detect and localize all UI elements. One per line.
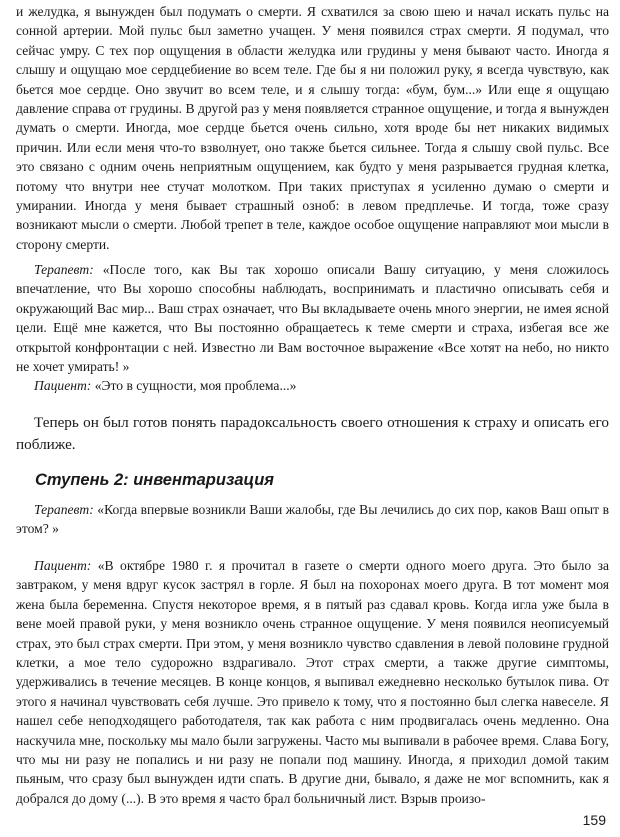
paragraph-patient-reply [16, 376, 609, 395]
paragraph-narration: Теперь он был готов понять парадоксальность своего отношения к страху и описать его поближе. [16, 414, 609, 453]
speaker-therapist-2: Терапевт: [34, 502, 94, 517]
paragraph-patient-story [16, 556, 609, 808]
therapist-reply-text: «После того, как Вы так хорошо описали Вашу ситуацию, у меня сложилось впечатление, что Вы хорошо способны наблюдать, воспринимать и пластично описывать себя и окружающий Вас мир... Ваш страх означает, что Вы вкладываете очень много энергии, не имея ясной цели. Ещё мне кажется, что Вы постоянно обращаетесь к теме смерти и страха, избегая все же открытой конфронтации с ней. Известно ли Вам восточное выражение «Все хотят на небо, но никто не хочет умирать! » [16, 262, 609, 375]
patient-reply-text: «Это в сущности, моя проблема...» [91, 378, 297, 393]
paragraph-therapist-question [16, 500, 609, 539]
speaker-therapist: Терапевт: [34, 262, 94, 277]
speaker-patient-2: Пациент: [34, 558, 92, 573]
paragraph-therapist-reply [16, 260, 609, 376]
paragraph-patient-continued: и желудка, я вынужден был подумать о смерти. Я схватился за свою шею и начал искать пульс на сонной артерии. Мой пульс был заметно учащен. У меня появился страх смерти. Я подумал, что сейчас умру. С тех пор ощущения в области желудка или грудины у меня бывают часто. Иногда я слышу и ощущаю мое сердцебиение во всем теле. Где бы я ни положил руку, я всегда чувствую, как бьется мое сердце. Оно звучит во всем теле, и я слышу тогда: «бум, бум...» Или еще я ощущаю давление справа от грудины. В другой раз у меня появляется странное ощущение, и тогда я вынужден думать о смерти. Иногда, мое сердце бьется очень сильно, хотя вроде бы нет никаких видимых причин. Или если меня что-то взволнует, оно также бьется сильнее. Тогда я слышу свой пульс. Все это связано с одним очень неприятным ощущением, как будто у меня разрывается грудная клетка, потому что внутри нее стучат молотком. При таких приступах я усиленно думаю о смерти и умирании. Иногда у меня бывает страшный озноб: в левом предплечье. И тогда, тоже сразу возникают мысли о смерти. Любой трепет в теле, каждое особое ощущение направляют мои мысли в сторону смерти. [16, 4, 609, 252]
patient-story-text: «В октябре 1980 г. я прочитал в газете о смерти одного моего друга. Это было за завтраком, у меня вдруг кусок застрял в горле. Я был на похоронах моего друга. В тот момент моя жена была беременна. Спустя некоторое время, я в пятый раз сдавал кровь. Когда игла уже была в вене моей правой руки, у меня возникло очень странное ощущение. У меня появился неописуемый страх, это был страх смерти. При этом, у меня возникло чувство сдавления в левой половине грудной клетки, а мое тело судорожно вздрагивало. Этот страх смерти, а также другие симптомы, удерживались в течение месяцев. В конце концов, я выпивал ежедневно несколько бутылок пива. От этого я начинал чувствовать себя лучше. Это привело к тому, что я постоянно был слегка навеселе. Я нашел себе неподходящего работодателя, так как работа с ним продвигалась очень медленно. Она наскучила мне, поскольку мы мало были загружены. Часто мы выпивали в рабочее время. Слава Богу, что мы ни разу не попались и ни разу не попали под машину. Иногда, я приходил домой таким пьяным, что сразу был вынужден идти спать. В другие дни, бывало, я даже не мог вспомнить, как я добрался до дому (...). В это время я часто брал больничный лист. Взрыв произо- [16, 558, 609, 806]
page-number: 159 [582, 812, 606, 828]
therapist-question-text: «Когда впервые возникли Ваши жалобы, где Вы лечились до сих пор, каков Ваш опыт в этом? » [16, 502, 609, 537]
speaker-patient: Пациент: [34, 378, 92, 393]
section-heading: Ступень 2: инвентаризация [35, 471, 275, 489]
